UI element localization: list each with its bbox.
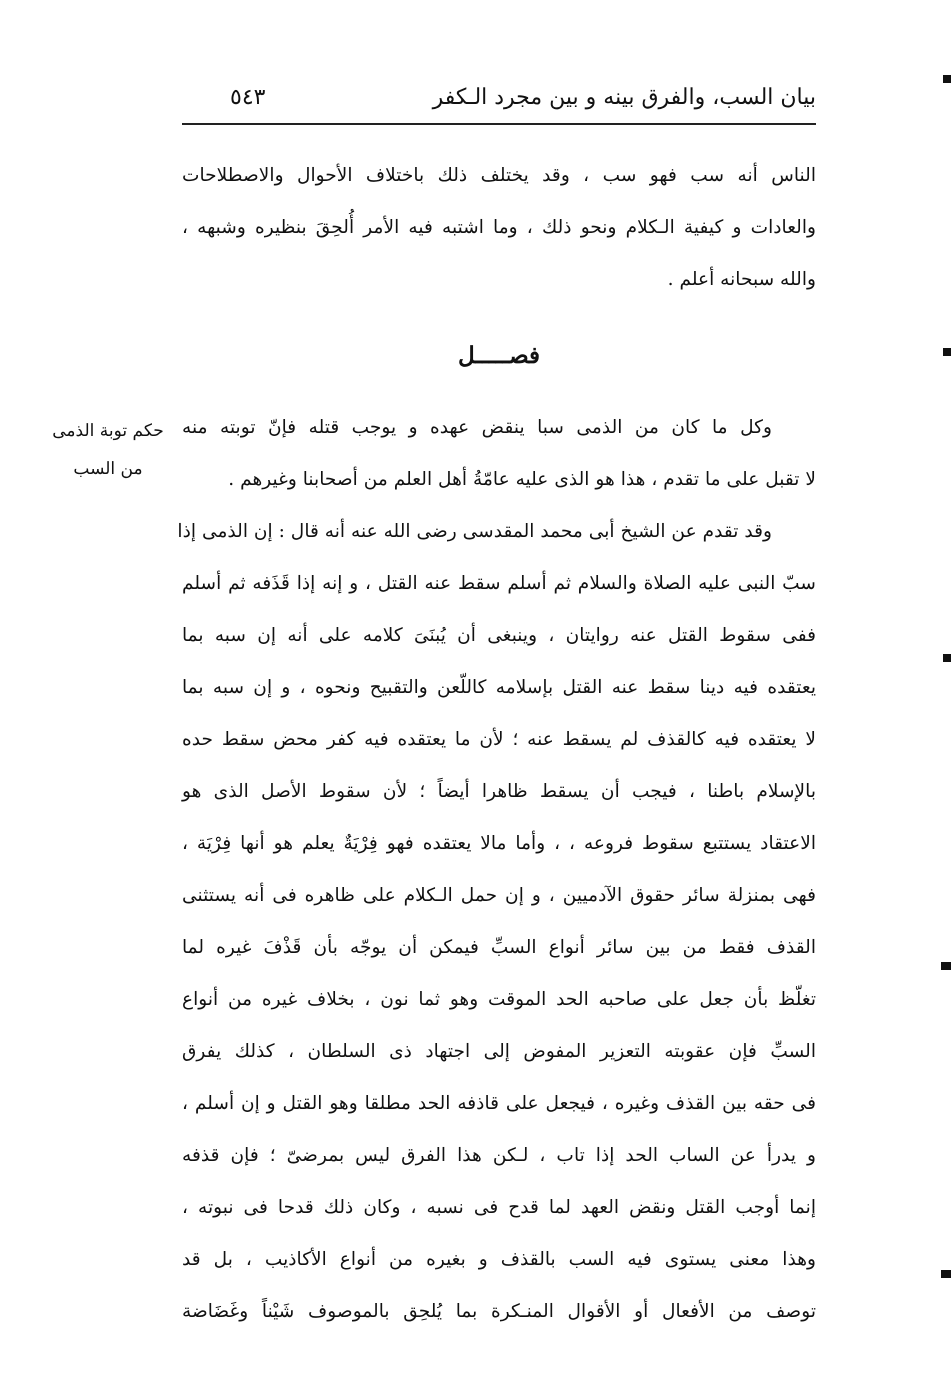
text-line: والعادات و كيفية الـكلام ونحو ذلك ، وما اشتبه فيه الأمر أُلحِقَ بنظيره وشبهه ،: [182, 217, 816, 238]
margin-note-line: حكم توبة الذمى: [52, 421, 164, 441]
scan-edge-mark: [941, 962, 951, 970]
margin-note: [48, 412, 168, 488]
text-line: الناس أنه سب فهو سب ، وقد يختلف ذلك باختلاف الأحوال والاصطلاحات: [182, 165, 816, 186]
text-line: سبّ النبى عليه الصلاة والسلام ثم أسلم سقط عنه القتل ، و إنه إذا قَذَفه ثم أسلم: [182, 573, 816, 594]
text-line: و يدرأ عن الساب الحد إذا تاب ، لـكن هذا الفرق ليس بمرضىّ ؛ فإن قذفه: [182, 1145, 816, 1166]
text-line: إنما أوجب القتل ونقض العهد لما قدح فى نسبه ، وكان ذلك قدحا فى نبوته ،: [182, 1197, 816, 1218]
page-header: [182, 78, 816, 118]
text-line: السبِّ فإن عقوبته التعزير المفوض إلى اجتهاد ذى السلطان ، كذلك يفرق: [182, 1041, 816, 1062]
text-line: فهى بمنزلة سائر حقوق الآدميين ، و إن حمل الـكلام على ظاهره فى أنه يستثنى: [182, 885, 816, 906]
text-line: وكل ما كان من الذمى سبا ينقض عهده و يوجب قتله فإنّ توبته منه: [182, 417, 772, 438]
margin-note-line: من السب: [73, 459, 143, 479]
scan-edge-mark: [943, 75, 951, 83]
page-number: ٥٤٣: [230, 85, 266, 110]
scan-edge-mark: [943, 654, 951, 662]
text-line: وهذا معنى يستوى فيه السب بالقذف و بغيره من أنواع الأكاذيب ، بل قد: [182, 1249, 816, 1270]
section-heading: فصـــــل: [457, 342, 541, 369]
text-line: ففى سقوط القتل عنه روايتان ، وينبغى أن يُبنَىَ كلامه على أنه إن سبه بما: [182, 625, 816, 646]
text-line: وقد تقدم عن الشيخ أبى محمد المقدسى رضى الله عنه أنه قال : إن الذمى إذا: [177, 521, 772, 542]
scan-edge-mark: [943, 348, 951, 356]
running-title: بيان السب، والفرق بينه و بين مجرد الـكفر: [432, 85, 816, 110]
text-line: لا يعتقده فيه كالقذف لم يسقط عنه ؛ لأن ما يعتقده فيه كفر محض سقط حده: [182, 729, 816, 750]
header-rule: [182, 123, 816, 125]
text-line: توصف من الأفعال أو الأقوال المنـكرة بما يُلحِق بالموصوف شَيْناً وغَضَاضة: [182, 1301, 816, 1322]
text-line: الاعتقاد يستتبع سقوط فروعه ، ، وأما مالا يعتقده فهو فِرْيَةٌ يعلم هو أنها فِرْيَة ،: [182, 833, 816, 854]
text-line: والله سبحانه أعلم .: [667, 269, 816, 290]
text-line: يعتقده فيه دينا سقط عنه القتل بإسلامه كاللّعن والتقبيح ونحوه ، و إن سبه بما: [182, 677, 816, 698]
text-line: لا تقبل على ما تقدم ، هذا هو الذى عليه عامّةُ أهل العلم من أصحابنا وغيرهم .: [228, 469, 816, 490]
text-line: فى حقه بين القذف وغيره ، فيجعل على قاذفه الحد مطلقا وهو القتل و إن أسلم ،: [182, 1093, 816, 1114]
text-line: القذف فقط من بين سائر أنواع السبِّ فيمكن أن يوجّه بأن قَذْفَ غيره لما: [182, 937, 816, 958]
scan-edge-mark: [941, 1270, 951, 1278]
paragraph-2-3: [177, 402, 816, 1338]
paragraph-1: [182, 150, 816, 306]
text-line: بالإسلام باطنا ، فيجب أن يسقط ظاهرا أيضاً ؛ لأن سقوط الأصل الذى هو: [182, 781, 816, 802]
text-line: تغلّظ بأن جعل على صاحبه الحد الموقت وهو ثما نون ، بخلاف غيره من أنواع: [182, 989, 816, 1010]
